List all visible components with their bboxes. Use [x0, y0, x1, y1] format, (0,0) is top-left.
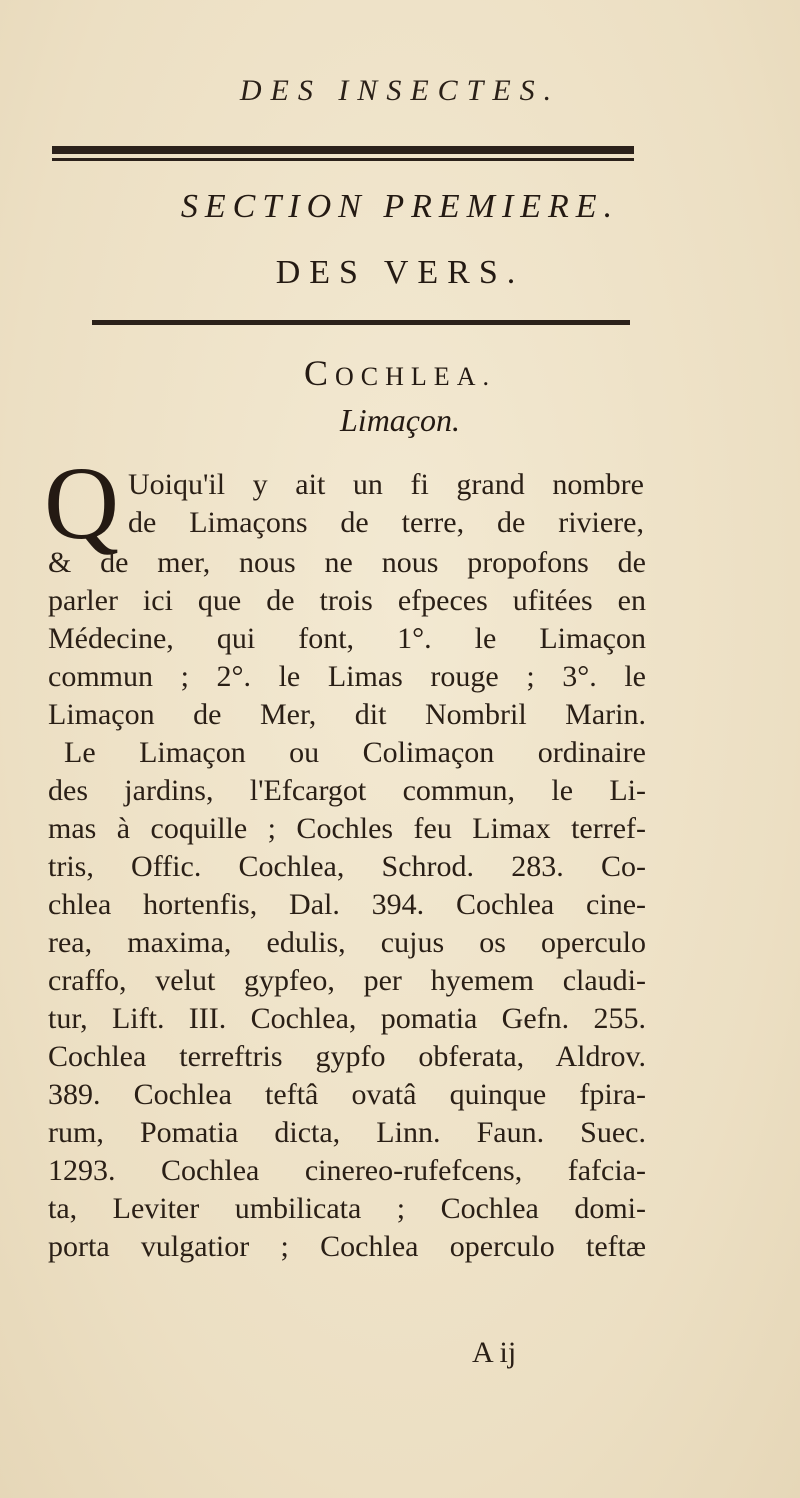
- signature-mark: A ij: [472, 1336, 517, 1369]
- text-line-18: rum, Pomatia dicta, Linn. Faun. Suec.: [48, 1116, 646, 1149]
- section-rule: [92, 320, 630, 325]
- text-line-12: chlea hortenfis, Dal. 394. Cochlea cine-: [48, 888, 646, 921]
- text-line-16: Cochlea terreftris gypfo obferata, Aldrov.: [48, 1040, 646, 1073]
- text-line-7: Limaçon de Mer, dit Nombril Marin.: [48, 698, 646, 731]
- double-rule-top: [52, 146, 634, 154]
- text-line-10: mas à coquille ; Cochles feu Limax terref-: [48, 812, 646, 845]
- section-title: SECTION PREMIERE.: [180, 188, 620, 225]
- text-line-21: porta vulgatior ; Cochlea operculo teftæ: [48, 1230, 646, 1263]
- section-subtitle: DES VERS.: [275, 254, 525, 291]
- text-line-20: ta, Leviter umbilicata ; Cochlea domi-: [48, 1192, 646, 1225]
- genus-rest: OCHLEA.: [335, 362, 496, 391]
- double-rule-bottom: [52, 158, 634, 161]
- text-line-4: parler ici que de trois efpeces ufitées en: [48, 584, 646, 617]
- text-line-5: Médecine, qui font, 1°. le Limaçon: [48, 622, 646, 655]
- text-line-13: rea, maxima, edulis, cujus os operculo: [48, 926, 646, 959]
- vernacular-name: Limaçon.: [340, 402, 460, 438]
- text-line-8: Le Limaçon ou Colimaçon ordinaire: [64, 736, 646, 769]
- drop-cap: Q: [44, 446, 120, 561]
- running-head: DES INSECTES.: [239, 74, 561, 107]
- text-line-19: 1293. Cochlea cinereo-rufefcens, fafcia-: [48, 1154, 646, 1187]
- text-line-2: de Limaçons de terre, de riviere,: [128, 506, 644, 539]
- text-line-6: commun ; 2°. le Limas rouge ; 3°. le: [48, 660, 646, 693]
- text-line-1: Uoiqu'il y ait un fi grand nombre: [128, 468, 644, 501]
- text-line-17: 389. Cochlea teftâ ovatâ quinque fpira-: [48, 1078, 646, 1111]
- genus-heading: [0, 352, 800, 394]
- text-line-14: craffo, velut gypfeo, per hyemem claudi-: [48, 964, 646, 997]
- text-line-3: & de mer, nous ne nous propofons de: [48, 546, 646, 579]
- text-line-9: des jardins, l'Efcargot commun, le Li-: [48, 774, 646, 807]
- genus-initial: C: [304, 353, 336, 393]
- text-line-11: tris, Offic. Cochlea, Schrod. 283. Co-: [48, 850, 646, 883]
- text-line-15: tur, Lift. III. Cochlea, pomatia Gefn. 255.: [48, 1002, 646, 1035]
